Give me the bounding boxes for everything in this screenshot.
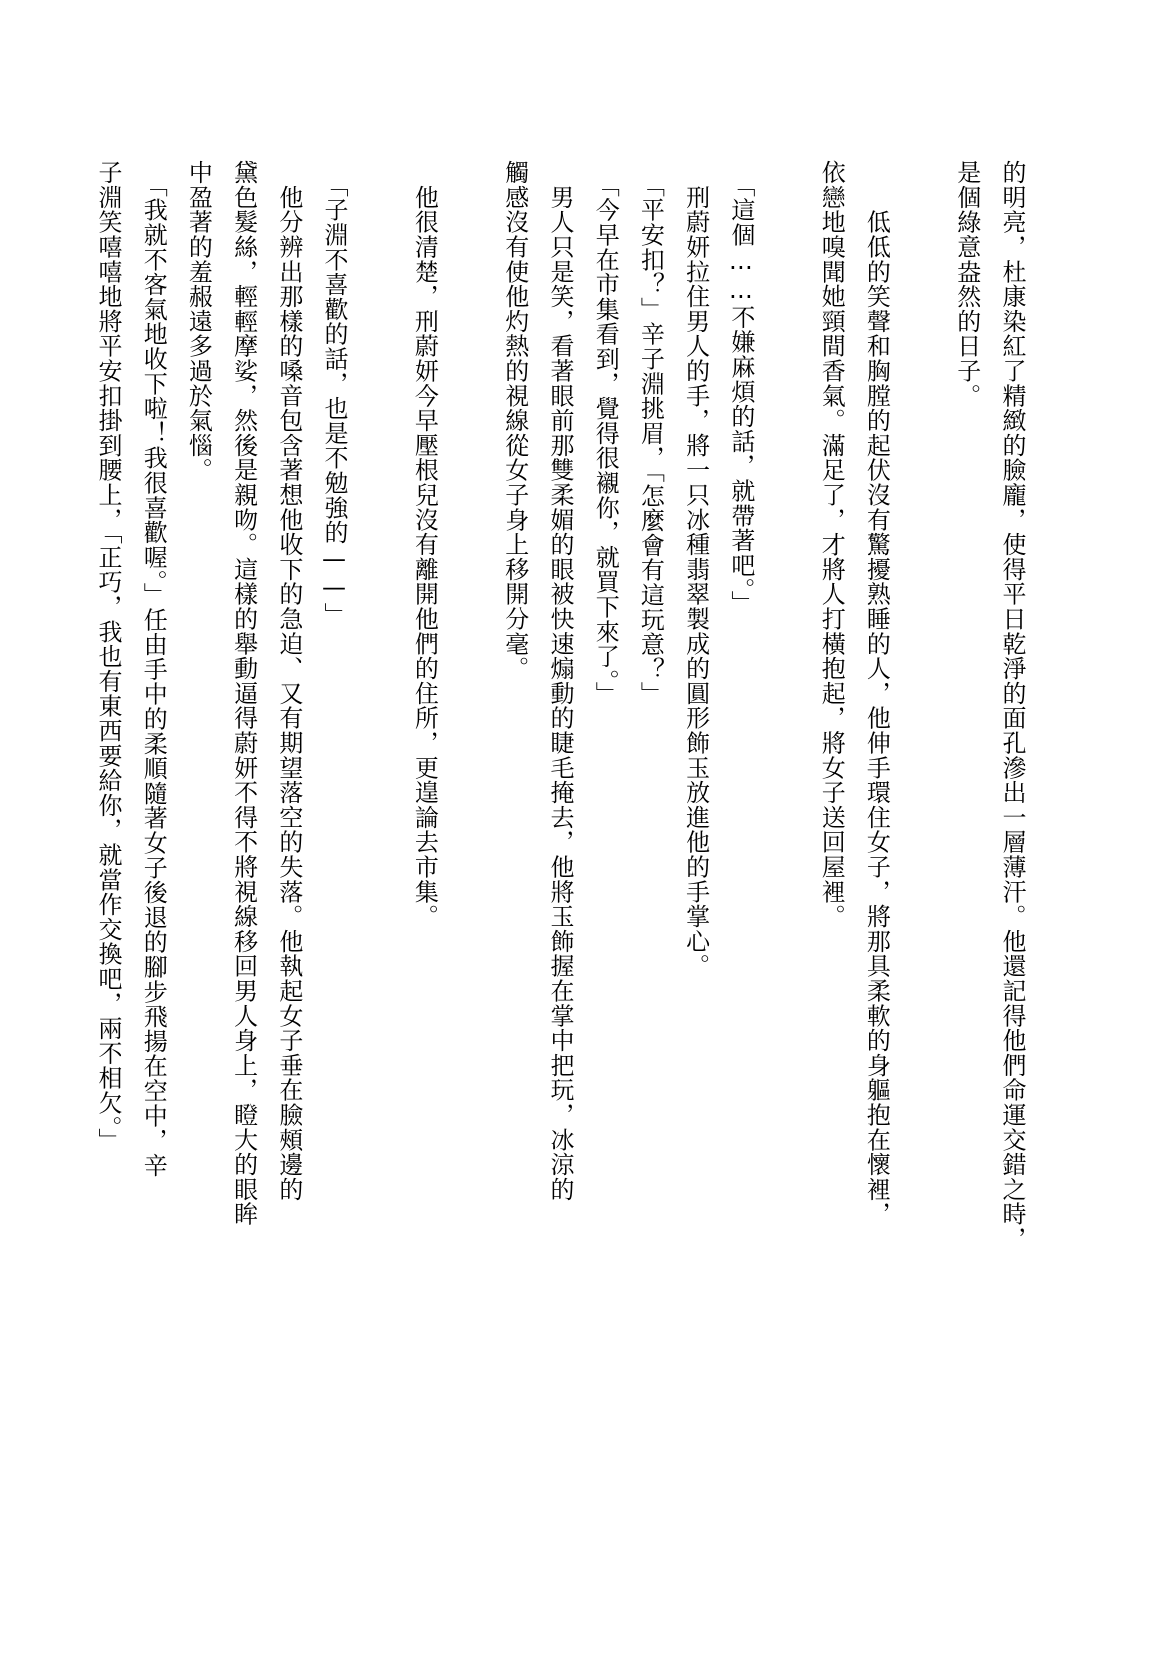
- paragraph-line: 依戀地嗅聞她頸間香氣。滿足了，才將人打橫抱起，將女子送回屋裡。: [817, 160, 846, 929]
- paragraph-line: 男人只是笑，看著眼前那雙柔媚的眼被快速煽動的睫毛掩去，他將玉飾握在掌中把玩，冰涼的: [546, 160, 574, 1202]
- paragraph-line: 「平安扣？」辛子淵挑眉，「怎麼會有這玩意？」: [636, 160, 665, 707]
- paragraph-line: 「這個……不嫌麻煩的話，就帶著吧。」: [726, 160, 755, 616]
- paragraph-gap: [356, 160, 401, 170]
- vertical-text-body: [85, 160, 1034, 1540]
- paragraph-line: 黛色髮絲，輕輕摩娑，然後是親吻。這樣的舉動逼得蔚妍不得不將視線移回男人身上，瞪大的眼眸: [229, 160, 258, 1227]
- paragraph-line: 「我就不客氣地收下啦！我很喜歡喔。」任由手中的柔順隨著女子後退的腳步飛揚在空中，辛: [139, 160, 168, 1178]
- paragraph-line: 是個綠意盎然的日子。: [952, 160, 981, 408]
- paragraph-gap: [763, 160, 808, 170]
- paragraph-line: 他很清楚，刑蔚妍今早壓根兒沒有離開他們的住所，更遑論去市集。: [410, 160, 439, 929]
- paragraph-line: 他分辨出那樣的嗓音包含著想他收下的急迫、又有期望落空的失落。他執起女子垂在臉頰邊的: [274, 160, 303, 1202]
- paragraph-line: 的明亮，杜康染紅了精緻的臉龐，使得平日乾淨的面孔滲出一層薄汗。他還記得他們命運交錯之時，: [998, 160, 1026, 1252]
- paragraph-line: 「子淵不喜歡的話，也是不勉強的——」: [320, 160, 349, 628]
- paragraph-line: 「今早在市集看到，覺得很襯你，就買下來了。」: [591, 160, 620, 707]
- paragraph-line: 中盈著的羞赧遠多過於氣惱。: [184, 160, 213, 483]
- paragraph-line: 刑蔚妍拉住男人的手，將一只冰種翡翠製成的圓形飾玉放進他的手掌心。: [681, 160, 710, 979]
- paragraph-line: 低低的笑聲和胸膛的起伏沒有驚擾熟睡的人，他伸手環住女子，將那具柔軟的身軀抱在懷裡，: [862, 160, 891, 1227]
- paragraph-gap: [446, 160, 491, 170]
- paragraph-line: 觸感沒有使他灼熱的視線從女子身上移開分毫。: [500, 160, 529, 681]
- paragraph-line: 子淵笑嘻嘻地將平安扣掛到腰上，「正巧，我也有東西要給你，就當作交換吧，兩不相欠。」: [94, 160, 122, 1153]
- paragraph-gap: [898, 160, 943, 170]
